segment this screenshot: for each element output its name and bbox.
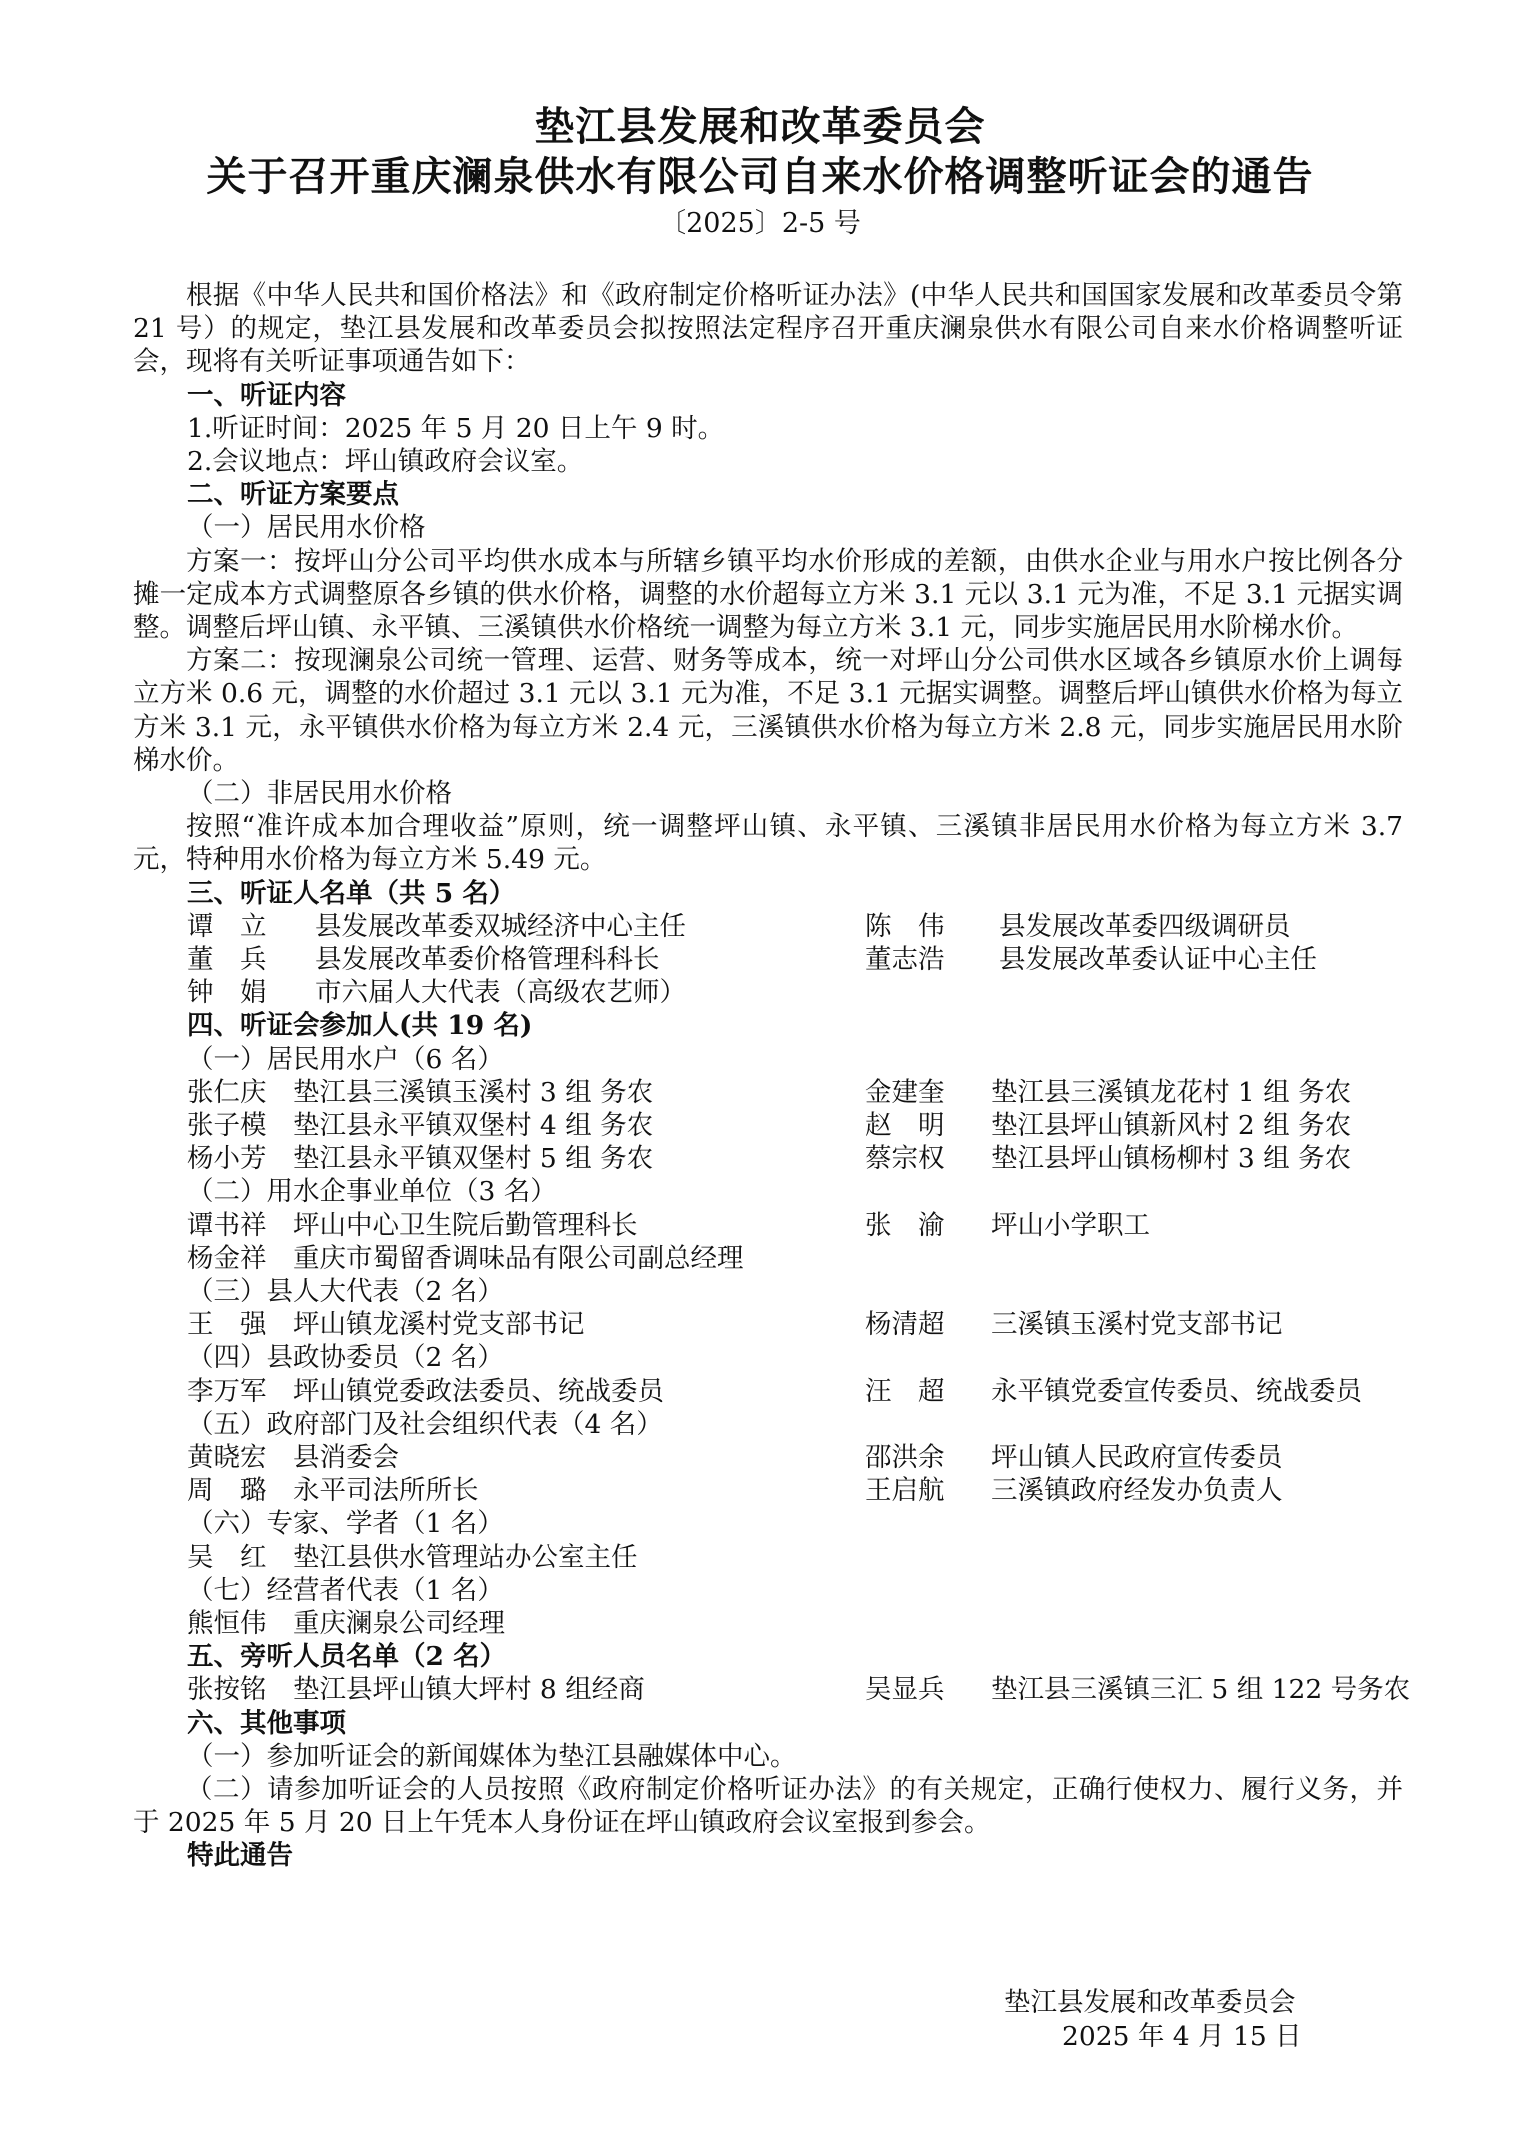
person-name: 谭书祥 (187, 1209, 267, 1241)
person-title: 垫江县坪山镇大坪村 8 组经商 (293, 1674, 645, 1706)
group-heading: （五）政府部门及社会组织代表（4 名） (187, 1408, 663, 1440)
person-name: 汪 超 (865, 1375, 945, 1407)
intro-paragraph: 根据《中华人民共和国价格法》和《政府制定价格听证办法》(中华人民共和国国家发展和改革委员令第 21 号）的规定，垫江县发展和改革委员会拟按照法定程序召开重庆澜泉供水有限公司自来水价格调整听证会，现将有关听证事项通告如下： (133, 280, 1403, 378)
list-row (133, 1242, 1403, 1275)
title-issuer: 垫江县发展和改革委员会 (534, 103, 986, 150)
person-name: 王 强 (187, 1309, 267, 1341)
list-row (133, 1607, 1403, 1640)
person-title: 县发展改革委四级调研员 (999, 910, 1291, 942)
residential-subheading: （一）居民用水价格 (187, 512, 426, 544)
list-row (133, 1109, 1403, 1142)
list-row (133, 1673, 1411, 1706)
group-heading: （六）专家、学者（1 名） (187, 1508, 504, 1540)
group-heading: （四）县政协委员（2 名） (187, 1342, 504, 1374)
person-title: 坪山小学职工 (991, 1209, 1150, 1241)
person-title: 重庆澜泉公司经理 (293, 1607, 505, 1639)
list-row (133, 1308, 1403, 1341)
person-title: 永平司法所所长 (293, 1475, 479, 1507)
list-row (133, 1209, 1403, 1242)
non-residential-subheading: （二）非居民用水价格 (187, 778, 452, 810)
list-row (133, 1076, 1403, 1109)
group-heading: （七）经营者代表（1 名） (187, 1574, 504, 1606)
notice-body (133, 279, 1411, 1873)
section-1-heading: 一、听证内容 (187, 379, 346, 411)
other-item-1: （一）参加听证会的新闻媒体为垫江县融媒体中心。 (187, 1740, 797, 1772)
person-title: 三溪镇政府经发办负责人 (991, 1475, 1283, 1507)
plan-two-paragraph: 方案二：按现澜泉公司统一管理、运营、财务等成本，统一对坪山分公司供水区域各乡镇原水价上调每立方米 0.6 元，调整的水价超过 3.1 元以 3.1 元为准，不足 3.1 元据实调整。调整后坪山镇供水价格为每立方米 3.1 元，永平镇供水价格为每立方米 2.4 元，三溪镇供水价格为每立方米 2.8 元，同步实施居民用水阶梯水价。 (133, 645, 1403, 776)
person-title: 垫江县永平镇双堡村 5 组 务农 (293, 1143, 654, 1175)
list-row (133, 943, 1403, 976)
hearing-officers-list (133, 910, 1403, 1010)
document-number: 〔2025〕2-5 号 (659, 208, 861, 239)
person-name: 杨小芳 (187, 1143, 267, 1175)
person-name: 王启航 (865, 1475, 945, 1507)
person-title: 县消委会 (293, 1441, 399, 1473)
person-name: 赵 明 (865, 1110, 945, 1142)
person-name: 杨清超 (865, 1309, 945, 1341)
group-heading: （三）县人大代表（2 名） (187, 1275, 504, 1307)
list-row (133, 1142, 1403, 1175)
person-name: 金建奎 (865, 1076, 945, 1108)
person-name: 蔡宗权 (865, 1143, 945, 1175)
list-row (133, 1541, 1403, 1574)
list-row (133, 976, 1403, 1009)
list-row (133, 1375, 1403, 1408)
section-4-heading: 四、听证会参加人(共 19 名) (187, 1010, 533, 1042)
person-title: 重庆市蜀留香调味品有限公司副总经理 (293, 1242, 744, 1274)
person-name: 邵洪余 (865, 1441, 945, 1473)
person-title: 垫江县三溪镇龙花村 1 组 务农 (991, 1076, 1352, 1108)
person-title: 坪山镇人民政府宣传委员 (991, 1441, 1283, 1473)
title-subject: 关于召开重庆澜泉供水有限公司自来水价格调整听证会的通告 (206, 153, 1314, 200)
plan-one-paragraph: 方案一：按坪山分公司平均供水成本与所辖乡镇平均水价形成的差额，由供水企业与用水户按比例各分摊一定成本方式调整原各乡镇的供水价格，调整的水价超每立方米 3.1 元以 3.1 元为准，不足 3.1 元据实调整。调整后坪山镇、永平镇、三溪镇供水价格统一调整为每立方米 3.1 元，同步实施居民用水阶梯水价。 (133, 545, 1403, 644)
person-name: 张子模 (187, 1110, 267, 1142)
person-name: 杨金祥 (187, 1242, 267, 1274)
section-6-heading: 六、其他事项 (187, 1707, 346, 1739)
group-heading: （一）居民用水户（6 名） (187, 1043, 504, 1075)
closing-phrase: 特此通告 (187, 1840, 293, 1872)
section-5-heading: 五、旁听人员名单（2 名） (187, 1641, 507, 1673)
person-name: 黄晓宏 (187, 1441, 267, 1473)
section-3-heading: 三、听证人名单（共 5 名） (187, 877, 516, 909)
list-row (133, 1441, 1403, 1474)
person-title: 垫江县坪山镇杨柳村 3 组 务农 (991, 1143, 1352, 1175)
person-title: 垫江县供水管理站办公室主任 (293, 1541, 638, 1573)
hearing-place: 2.会议地点：坪山镇政府会议室。 (187, 446, 584, 478)
other-item-2: （二）请参加听证会的人员按照《政府制定价格听证办法》的有关规定，正确行使权力、履行义务，并于 2025 年 5 月 20 日上午凭本人身份证在坪山镇政府会议室报到参会。 (133, 1773, 1403, 1839)
person-title: 垫江县永平镇双堡村 4 组 务农 (293, 1110, 654, 1142)
list-row (133, 910, 1403, 943)
person-title: 三溪镇玉溪村党支部书记 (991, 1309, 1283, 1341)
person-name: 谭 立 (187, 910, 267, 942)
person-name: 李万军 (187, 1375, 267, 1407)
person-name: 张 渝 (865, 1209, 945, 1241)
person-title: 垫江县三溪镇三汇 5 组 122 号务农 (991, 1674, 1411, 1706)
person-name: 熊恒伟 (187, 1607, 267, 1639)
person-title: 坪山中心卫生院后勤管理科长 (293, 1209, 638, 1241)
person-title: 市六届人大代表（高级农艺师） (315, 977, 686, 1009)
signature-date: 2025 年 4 月 15 日 (1062, 2021, 1302, 2052)
hearing-time: 1.听证时间：2025 年 5 月 20 日上午 9 时。 (187, 412, 725, 444)
list-row (133, 1474, 1403, 1507)
person-title: 垫江县坪山镇新风村 2 组 务农 (991, 1110, 1352, 1142)
signature-org: 垫江县发展和改革委员会 (1004, 1987, 1296, 2018)
person-title: 坪山镇党委政法委员、统战委员 (293, 1375, 664, 1407)
person-title: 永平镇党委宣传委员、统战委员 (991, 1375, 1362, 1407)
group-heading: （二）用水企事业单位（3 名） (187, 1176, 557, 1208)
section-2-heading: 二、听证方案要点 (187, 479, 399, 511)
person-title: 县发展改革委双城经济中心主任 (315, 910, 686, 942)
person-name: 张仁庆 (187, 1076, 267, 1108)
person-name: 吴显兵 (865, 1674, 945, 1706)
person-title: 县发展改革委价格管理科科长 (315, 944, 660, 976)
person-name: 董志浩 (865, 944, 945, 976)
person-title: 垫江县三溪镇玉溪村 3 组 务农 (293, 1076, 654, 1108)
person-title: 坪山镇龙溪村党支部书记 (293, 1309, 585, 1341)
person-name: 陈 伟 (865, 910, 945, 942)
person-name: 董 兵 (187, 944, 267, 976)
person-name: 吴 红 (187, 1541, 267, 1573)
person-title: 县发展改革委认证中心主任 (999, 944, 1317, 976)
person-name: 钟 娟 (187, 977, 267, 1009)
person-name: 张按铭 (187, 1674, 267, 1706)
non-residential-paragraph: 按照“准许成本加合理收益”原则，统一调整坪山镇、永平镇、三溪镇非居民用水价格为每立方米 3.7 元，特种用水价格为每立方米 5.49 元。 (133, 811, 1403, 876)
person-name: 周 璐 (187, 1475, 267, 1507)
